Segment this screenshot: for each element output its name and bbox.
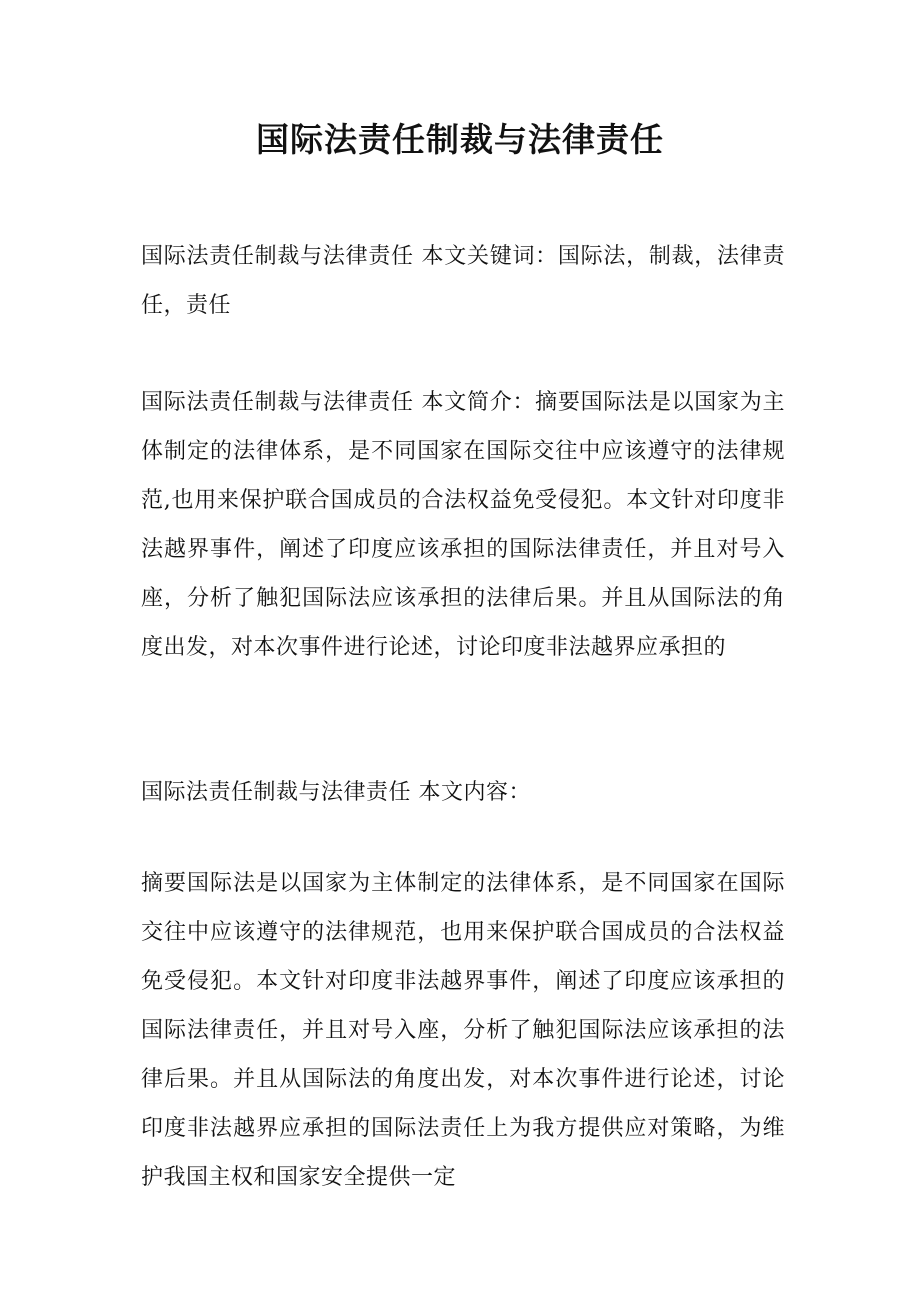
intro-paragraph: 国际法责任制裁与法律责任 本文简介：摘要国际法是以国家为主体制定的法律体系，是不同国家在国际交往中应该遵守的法律规范,也用来保护联合国成员的合法权益免受侵犯。本文针对印度非法越界事件，阐述了印度应该承担的国际法律责任，并且对号入座，分析了触犯国际法应该承担的法律后果。并且从国际法的角度出发，对本次事件进行论述，讨论印度非法越界应承担的	[141, 390, 785, 660]
document-title: 国际法责任制裁与法律责任	[256, 120, 664, 159]
abstract-paragraph: 摘要国际法是以国家为主体制定的法律体系，是不同国家在国际交往中应该遵守的法律规范，也用来保护联合国成员的合法权益免受侵犯。本文针对印度非法越界事件，阐述了印度应该承担的国际法律责任，并且对号入座，分析了触犯国际法应该承担的法律后果。并且从国际法的角度出发，对本次事件进行论述，讨论印度非法越界应承担的国际法责任上为我方提供应对策略，为维护我国主权和国家安全提供一定	[141, 871, 785, 1190]
content-heading-paragraph: 国际法责任制裁与法律责任 本文内容：	[141, 780, 531, 805]
keywords-paragraph: 国际法责任制裁与法律责任 本文关键词：国际法，制裁，法律责任，责任	[141, 244, 785, 318]
